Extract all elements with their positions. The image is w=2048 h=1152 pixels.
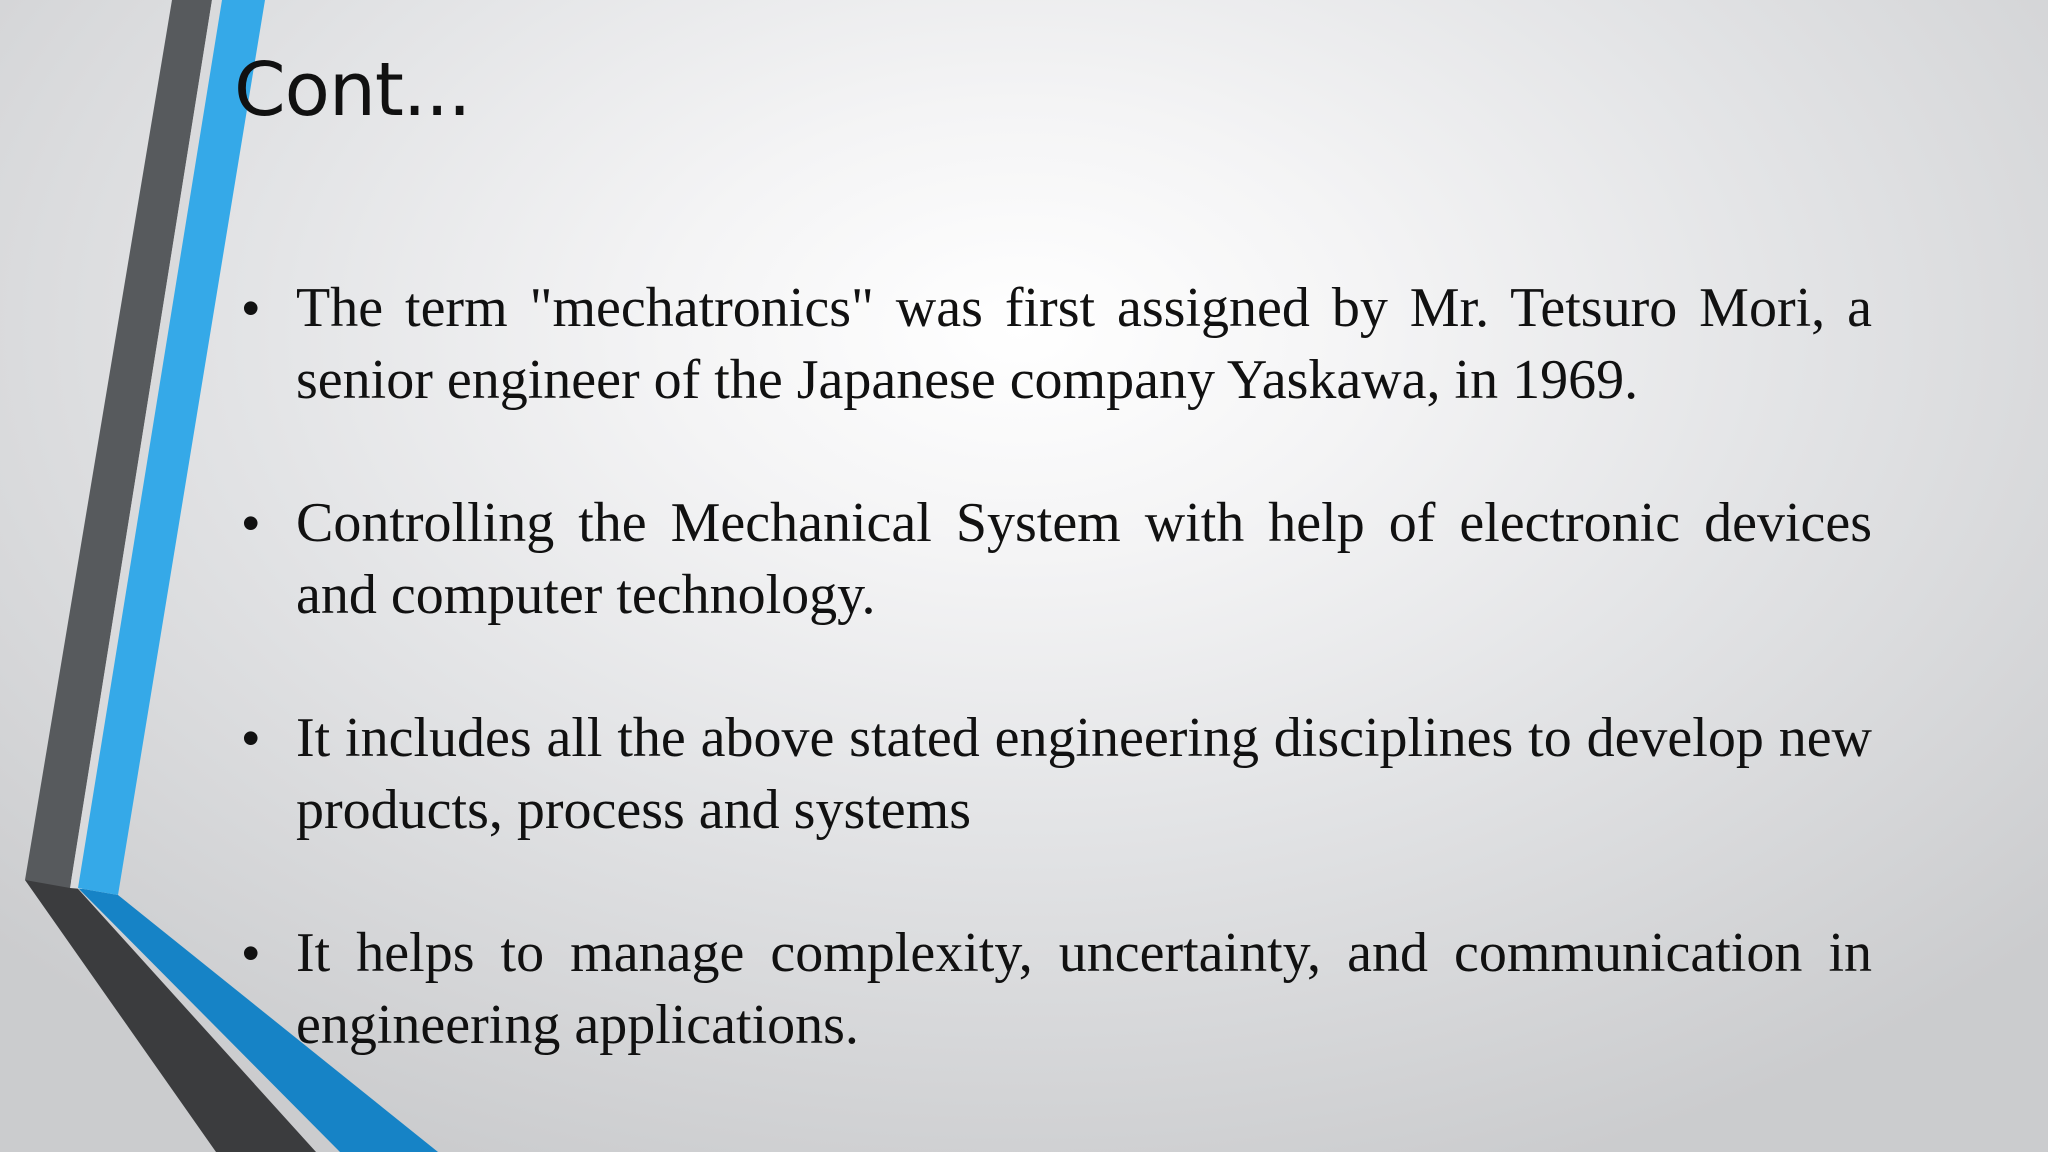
slide-title: Cont... (234, 47, 471, 133)
bullet-list (242, 272, 1872, 1132)
bullet-item-complexity: • It helps to manage complexity, uncertainty, and communication in engineering applications. (242, 917, 1872, 1061)
light-gap-stripe (70, 0, 222, 889)
bullet-item-origin: • The term "mechatronics" was first assigned by Mr. Tetsuro Mori, a senior engineer of the Japanese company Yaskawa, in 1969. (242, 272, 1872, 416)
bullet-item-definition: • Controlling the Mechanical System with help of electronic devices and computer technology. (242, 487, 1872, 631)
bullet-item-disciplines: • It includes all the above stated engineering disciplines to develop new products, process and systems (242, 702, 1872, 846)
